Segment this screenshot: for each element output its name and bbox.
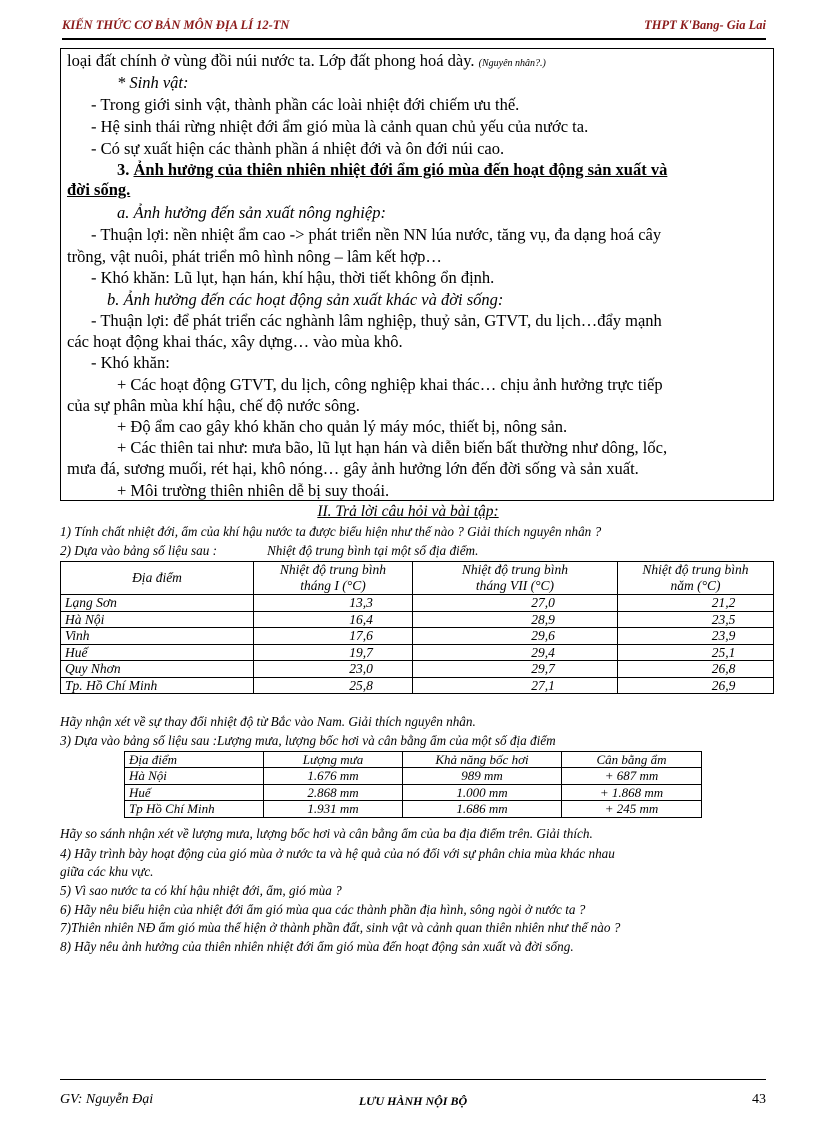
- cell-value: 26,8: [618, 661, 774, 678]
- cell-value: 27,1: [413, 677, 618, 694]
- cell-location: Tp. Hồ Chí Minh: [61, 677, 254, 694]
- table-row: [61, 628, 774, 645]
- subheading-biology: * Sinh vật:: [117, 73, 189, 92]
- cell-value: + 1.868 mm: [562, 784, 702, 801]
- col-location: Địa điểm: [61, 562, 254, 595]
- box-line: - Có sự xuất hiện các thành phần á nhiệt đới và ôn đới núi cao.: [91, 139, 505, 158]
- col-rainfall: Lượng mưa: [264, 752, 403, 768]
- box-line: mưa đá, sương muối, rét hại, khô nóng… gây ảnh hưởng lớn đến đời sống và sản xuất.: [67, 459, 639, 478]
- cell-location: Huế: [125, 784, 264, 801]
- question-1: 1) Tính chất nhiệt đới, ẩm của khí hậu nước ta được biểu hiện như thế nào ? Giải thích nguyên nhân ?: [60, 524, 602, 539]
- cell-value: 17,6: [254, 628, 413, 645]
- box-line: của sự phân mùa khí hậu, chế độ nước sông.: [67, 396, 360, 415]
- section-heading-3: 3. Ảnh hưởng của thiên nhiên nhiệt đới ẩm gió mùa đến hoạt động sản xuất và: [117, 160, 668, 179]
- box-line: + Độ ẩm cao gây khó khăn cho quản lý máy móc, thiết bị, nông sản.: [117, 417, 568, 436]
- table-header-row: [61, 562, 774, 595]
- cell-value: 29,6: [413, 628, 618, 645]
- cell-value: 21,2: [618, 595, 774, 612]
- page-header: [62, 18, 766, 40]
- header-school-name: THPT K'Bang- Gia Lai: [644, 18, 766, 32]
- cell-value: 23,5: [618, 611, 774, 628]
- cell-value: 25,8: [254, 677, 413, 694]
- col-temp-jul: Nhiệt độ trung bình tháng VII (°C): [413, 562, 618, 595]
- cell-value: 1.000 mm: [403, 784, 562, 801]
- table-row: [125, 801, 702, 818]
- cell-value: 16,4: [254, 611, 413, 628]
- cell-value: 1.676 mm: [264, 768, 403, 785]
- header-course-title: KIẾN THỨC CƠ BẢN MÔN ĐỊA LÍ 12-TN: [62, 18, 290, 32]
- table-row: [61, 595, 774, 612]
- note-cause: (Nguyên nhân?.): [478, 58, 546, 69]
- cell-location: Hà Nội: [61, 611, 254, 628]
- cell-location: Tp Hồ Chí Minh: [125, 801, 264, 818]
- box-line: các hoạt động khai thác, xây dựng… vào mùa khô.: [67, 332, 403, 351]
- page-footer: [60, 1079, 766, 1110]
- cell-value: 28,9: [413, 611, 618, 628]
- col-evaporation: Khả năng bốc hơi: [403, 752, 562, 768]
- question-3-task: Hãy so sánh nhận xét về lượng mưa, lượng bốc hơi và cân bằng ẩm của ba địa điểm trên. Giải thích.: [60, 826, 593, 841]
- question-4-cont: giữa các khu vực.: [60, 864, 154, 879]
- box-line: trồng, vật nuôi, phát triển mô hình nông – lâm kết hợp…: [67, 247, 442, 266]
- box-line: - Trong giới sinh vật, thành phần các loài nhiệt đới chiếm ưu thế.: [91, 95, 520, 114]
- cell-value: 29,4: [413, 644, 618, 661]
- box-line: + Môi trường thiên nhiên dễ bị suy thoái.: [117, 481, 390, 500]
- question-5: 5) Vì sao nước ta có khí hậu nhiệt đới, ẩm, gió mùa ?: [60, 883, 342, 898]
- cell-value: 13,3: [254, 595, 413, 612]
- col-moisture-balance: Cân bằng ẩm: [562, 752, 702, 768]
- box-line: + Các hoạt động GTVT, du lịch, công nghiệp khai thác… chịu ảnh hưởng trực tiếp: [117, 375, 663, 394]
- cell-value: 27,0: [413, 595, 618, 612]
- cell-value: 29,7: [413, 661, 618, 678]
- page-number: 43: [752, 1092, 766, 1107]
- question-7: 7)Thiên nhiên NĐ ẩm gió mùa thể hiện ở thành phần đất, sinh vật và cảnh quan thiên nhiên như thế nào ?: [60, 920, 621, 935]
- cell-value: 23,9: [618, 628, 774, 645]
- cell-value: 25,1: [618, 644, 774, 661]
- subheading-a: a. Ảnh hưởng đến sản xuất nông nghiệp:: [117, 203, 386, 222]
- col-temp-jan: Nhiệt độ trung bình tháng I (°C): [254, 562, 413, 595]
- question-2-task: Hãy nhận xét về sự thay đổi nhiệt độ từ Bắc vào Nam. Giải thích nguyên nhân.: [60, 714, 476, 729]
- cell-value: 989 mm: [403, 768, 562, 785]
- question-3: 3) Dựa vào bảng số liệu sau :Lượng mưa, lượng bốc hơi và cân bằng ẩm của một số địa điểm: [60, 733, 556, 748]
- rainfall-table: [124, 751, 702, 818]
- cell-location: Hà Nội: [125, 768, 264, 785]
- col-location: Địa điểm: [125, 752, 264, 768]
- cell-value: 2.868 mm: [264, 784, 403, 801]
- table-row: [125, 784, 702, 801]
- cell-value: 23,0: [254, 661, 413, 678]
- section-title: II. Trả lời câu hỏi và bài tập:: [317, 503, 499, 520]
- table-row: [61, 611, 774, 628]
- cell-value: + 687 mm: [562, 768, 702, 785]
- content-box: [60, 48, 774, 501]
- table-row: [125, 768, 702, 785]
- cell-value: + 245 mm: [562, 801, 702, 818]
- box-line: - Khó khăn:: [91, 353, 170, 372]
- question-6: 6) Hãy nêu biểu hiện của nhiệt đới ẩm gió mùa qua các thành phần địa hình, sông ngòi ở nước ta ?: [60, 902, 586, 917]
- cell-value: 19,7: [254, 644, 413, 661]
- table-row: [61, 644, 774, 661]
- cell-value: 1.686 mm: [403, 801, 562, 818]
- question-8: 8) Hãy nêu ảnh hưởng của thiên nhiên nhiệt đới ẩm gió mùa đến hoạt động sản xuất và đời sống.: [60, 939, 574, 954]
- cell-location: Quy Nhơn: [61, 661, 254, 678]
- cell-value: 1.931 mm: [264, 801, 403, 818]
- table-header-row: [125, 752, 702, 768]
- subheading-b: b. Ảnh hưởng đến các hoạt động sản xuất khác và đời sống:: [107, 290, 504, 309]
- cell-location: Lạng Sơn: [61, 595, 254, 612]
- col-temp-year: Nhiệt độ trung bình năm (°C): [618, 562, 774, 595]
- table1-caption: Nhiệt độ trung bình tại một số địa điểm.: [267, 543, 479, 558]
- temperature-table: [60, 561, 774, 694]
- table-row: [61, 661, 774, 678]
- box-line: - Thuận lợi: nền nhiệt ẩm cao -> phát triển nền NN lúa nước, tăng vụ, đa dạng hoá cây: [91, 225, 662, 244]
- cell-location: Huế: [61, 644, 254, 661]
- box-line: - Thuận lợi: để phát triển các nghành lâm nghiệp, thuỷ sản, GTVT, du lịch…đẩy mạnh: [91, 311, 662, 330]
- cell-location: Vinh: [61, 628, 254, 645]
- box-line: - Khó khăn: Lũ lụt, hạn hán, khí hậu, thời tiết không ổn định.: [91, 268, 495, 287]
- box-line: loại đất chính ở vùng đồi núi nước ta. Lớp đất phong hoá dày. (Nguyên nhân?.): [67, 51, 546, 70]
- box-line: + Các thiên tai như: mưa bão, lũ lụt hạn hán và diễn biến bất thường như dông, lốc,: [117, 438, 668, 457]
- cell-value: 26,9: [618, 677, 774, 694]
- table-row: [61, 677, 774, 694]
- box-line: - Hệ sinh thái rừng nhiệt đới ẩm gió mùa là cảnh quan chủ yếu của nước ta.: [91, 117, 589, 136]
- question-2: 2) Dựa vào bảng số liệu sau : Nhiệt độ trung bình tại một số địa điểm.: [60, 543, 479, 558]
- section-heading-3-cont: đời sống.: [67, 180, 131, 199]
- question-4: 4) Hãy trình bày hoạt động của gió mùa ở nước ta và hệ quả của nó đối với sự phân chia mùa khác nhau: [60, 846, 615, 861]
- footer-teacher: GV: Nguyễn Đại: [60, 1092, 154, 1107]
- footer-internal-use: LƯU HÀNH NỘI BỘ: [358, 1094, 468, 1108]
